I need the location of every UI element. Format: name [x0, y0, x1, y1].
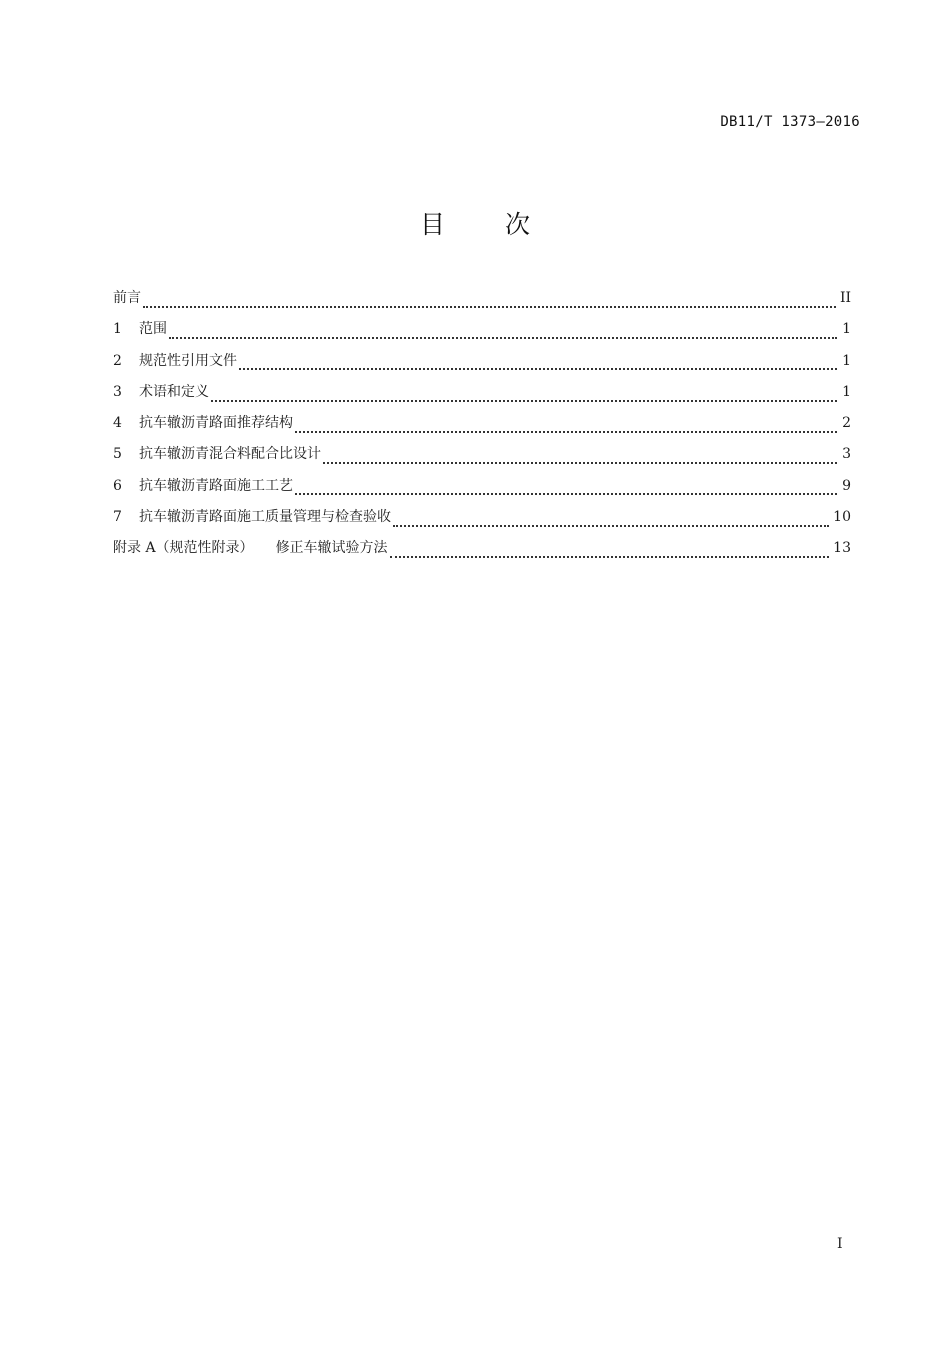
toc-entry-7[interactable] — [113, 505, 851, 536]
toc-entry-page: 1 — [842, 383, 851, 400]
toc-entry-page: 13 — [833, 540, 851, 557]
toc-entry-number: 4 — [113, 415, 122, 432]
dot-leader — [239, 357, 837, 371]
toc-entry-page: 9 — [842, 477, 851, 494]
toc-entry-6[interactable] — [113, 474, 851, 505]
dot-leader — [295, 482, 837, 496]
dot-leader — [211, 389, 837, 403]
dot-leader — [323, 451, 837, 465]
toc-entry-page: 3 — [842, 446, 851, 463]
dot-leader — [390, 545, 830, 559]
toc-entry-number: 3 — [113, 383, 122, 400]
toc-entry-number: 6 — [113, 477, 122, 494]
toc-entry-appendix-a[interactable] — [113, 536, 851, 567]
toc-entry-4[interactable] — [113, 411, 851, 442]
toc-entry-label: 前言 — [113, 290, 141, 306]
toc-entry-3[interactable] — [113, 380, 851, 411]
toc-entry-page: 2 — [842, 415, 851, 432]
toc-entry-1[interactable] — [113, 317, 851, 348]
toc-entry-label: 抗车辙沥青路面施工工艺 — [139, 477, 293, 494]
toc-entry-label: 修正车辙试验方法 — [275, 540, 388, 557]
dot-leader — [169, 326, 837, 340]
dot-leader — [393, 514, 829, 528]
toc-entry-number: 5 — [113, 446, 122, 463]
toc-entry-label: 规范性引用文件 — [139, 352, 237, 369]
toc-entry-foreword[interactable] — [113, 286, 851, 317]
toc-entry-label: 术语和定义 — [139, 383, 209, 400]
toc-entry-page: 1 — [842, 352, 851, 369]
dot-leader — [143, 295, 836, 309]
toc-entry-label: 抗车辙沥青混合料配合比设计 — [139, 446, 321, 463]
page-number: I — [837, 1236, 843, 1252]
toc-entry-number: 1 — [113, 321, 122, 338]
page-title: 目 次 — [420, 210, 556, 239]
toc-entry-2[interactable] — [113, 349, 851, 380]
toc-entry-page: 1 — [842, 321, 851, 338]
toc-entry-page: 10 — [833, 509, 851, 526]
toc-entry-number: 7 — [113, 509, 122, 526]
table-of-contents — [113, 286, 851, 568]
toc-entry-label: 范围 — [139, 321, 167, 338]
toc-entry-5[interactable] — [113, 442, 851, 473]
toc-entry-number: 2 — [113, 352, 122, 369]
toc-entry-label: 抗车辙沥青路面推荐结构 — [139, 415, 293, 432]
document-code: DB11/T 1373—2016 — [720, 114, 860, 130]
toc-entry-label: 抗车辙沥青路面施工质量管理与检查验收 — [139, 509, 391, 526]
appendix-prefix: 附录 A（规范性附录） — [113, 540, 254, 557]
toc-entry-page: II — [839, 290, 851, 306]
dot-leader — [295, 420, 837, 434]
